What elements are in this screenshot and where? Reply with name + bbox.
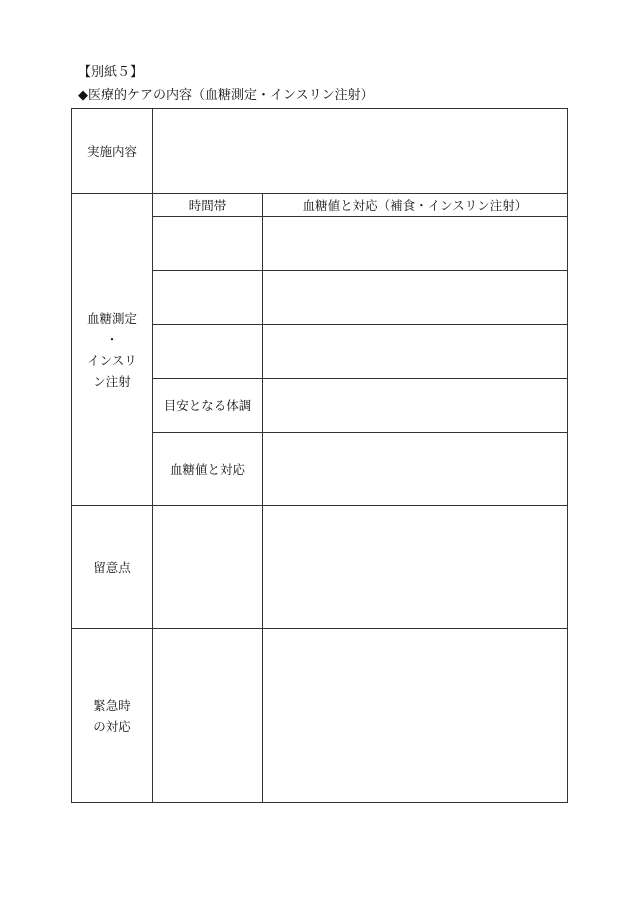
- glucose-label-line: 血糖測定: [86, 310, 137, 326]
- time-cell[interactable]: [153, 325, 263, 379]
- glucose-response-label: 血糖値と対応: [153, 433, 263, 506]
- glucose-response-field[interactable]: [263, 433, 568, 506]
- guideline-label: 目安となる体調: [153, 379, 263, 433]
- time-cell[interactable]: [153, 217, 263, 271]
- implementation-row: [72, 109, 568, 194]
- notes-label: 留意点: [72, 506, 153, 629]
- emergency-label: [72, 629, 153, 803]
- emergency-field[interactable]: [153, 629, 263, 803]
- attachment-label: 【別紙５】: [78, 65, 144, 80]
- response-column-header: 血糖値と対応（補食・インスリン注射）: [263, 194, 568, 217]
- glucose-label-line: ン注射: [93, 373, 131, 389]
- glucose-header-row: [72, 194, 568, 217]
- notes-field[interactable]: [153, 506, 263, 629]
- implementation-label: 実施内容: [72, 109, 153, 194]
- response-cell[interactable]: [263, 325, 568, 379]
- section-title: ◆医療的ケアの内容（血糖測定・インスリン注射）: [78, 88, 374, 103]
- glucose-label-line: インスリ: [87, 352, 137, 368]
- emergency-label-line: の対応: [93, 718, 131, 734]
- time-cell[interactable]: [153, 271, 263, 325]
- notes-detail-field[interactable]: [263, 506, 568, 629]
- care-form-table: [71, 108, 568, 803]
- response-cell[interactable]: [263, 271, 568, 325]
- emergency-label-line: 緊急時: [93, 697, 131, 713]
- time-column-header: 時間帯: [153, 194, 263, 217]
- emergency-row: [72, 629, 568, 803]
- guideline-field[interactable]: [263, 379, 568, 433]
- response-cell[interactable]: [263, 217, 568, 271]
- glucose-label-line: ・: [105, 331, 119, 347]
- notes-row: [72, 506, 568, 629]
- emergency-detail-field[interactable]: [263, 629, 568, 803]
- glucose-section-label: [72, 194, 153, 506]
- implementation-field[interactable]: [153, 109, 568, 194]
